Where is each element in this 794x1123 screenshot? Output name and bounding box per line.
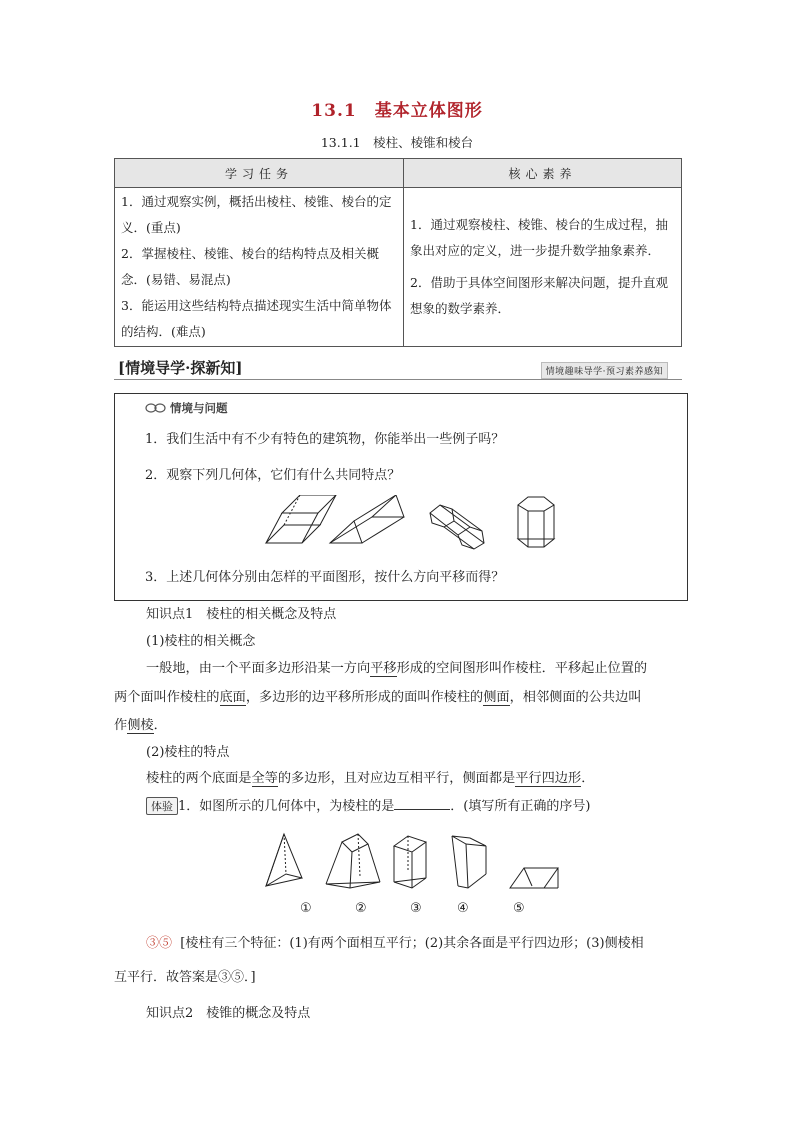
kp1-paragraph-line1 bbox=[146, 657, 647, 676]
task-item: 3．能运用这些结构特点描述现实生活中简单物体的结构．(难点) bbox=[121, 298, 392, 339]
underlined-term: 全等 bbox=[251, 771, 278, 786]
text-run: 棱柱的两个底面是 bbox=[146, 771, 252, 786]
text-run: ，多边形的边平移所形成的面叫作棱柱的 bbox=[245, 690, 484, 705]
tall-prism-solid bbox=[394, 836, 426, 888]
figure-label-4: ④ bbox=[457, 901, 469, 916]
text-run: 一般地，由一个平面多边形沿某一方向 bbox=[146, 661, 371, 676]
oblique-prism-solid bbox=[266, 495, 336, 543]
exercise-badge: 体验 bbox=[146, 797, 178, 815]
scenario-question-1: 1．我们生活中有不少有特色的建筑物，你能举出一些例子吗？ bbox=[145, 432, 505, 447]
text-run: 的多边形，且对应边互相平行，侧面都是 bbox=[277, 771, 516, 786]
literacy-item: 2．借助于具体空间图形来解决问题，提升直观想象的数学素养． bbox=[410, 275, 668, 316]
hexagonal-prism-upright-solid bbox=[518, 497, 554, 547]
task-item: 1．通过观察实例，概括出棱柱、棱锥、棱台的定义．(重点) bbox=[121, 194, 392, 235]
text-run: ． bbox=[153, 718, 167, 733]
answer-blank bbox=[394, 809, 450, 810]
section-title: [情境导学·探新知] bbox=[118, 359, 243, 377]
kp1-sub2: (2)棱柱的特点 bbox=[146, 745, 230, 760]
table-header-literacy: 核心素养 bbox=[404, 159, 682, 188]
kp1-paragraph-features bbox=[146, 767, 594, 786]
table-header-tasks: 学习任务 bbox=[115, 159, 404, 188]
text-run: 作 bbox=[114, 718, 128, 733]
kp2-title: 知识点2 棱锥的概念及特点 bbox=[146, 1006, 311, 1021]
kp1-title: 知识点1 棱柱的相关概念及特点 bbox=[146, 607, 337, 622]
answer-text: ③⑤ bbox=[146, 936, 173, 951]
frustum-solid bbox=[326, 834, 380, 888]
literacy-cell bbox=[404, 188, 682, 347]
underlined-term: 平行四边形 bbox=[515, 771, 582, 786]
page-title: 13.1 基本立体图形 bbox=[311, 101, 483, 121]
section-bar bbox=[114, 357, 682, 380]
explanation-line2: 互平行．故答案是③⑤．] bbox=[114, 970, 256, 985]
scenario-solids-figure bbox=[262, 495, 562, 551]
scenario-heading-text: 情境与问题 bbox=[170, 401, 228, 415]
section-tag: 情境趣味导学·预习素养感知 bbox=[541, 362, 668, 379]
figure-label-2: ② bbox=[355, 901, 367, 916]
explanation-line1: [棱柱有三个特征：(1)有两个面相互平行；(2)其余各面是平行四边形；(3)侧棱相 bbox=[180, 936, 644, 951]
kp1-paragraph-line2 bbox=[114, 686, 642, 705]
triangular-prism-solid bbox=[330, 495, 404, 543]
lying-triangular-prism-solid bbox=[510, 868, 558, 888]
literacy-item: 1．通过观察棱柱、棱锥、棱台的生成过程，抽象出对应的定义，进一步提升数学抽象素养． bbox=[410, 217, 668, 258]
scenario-icon bbox=[145, 403, 167, 413]
pyramid-solid bbox=[266, 834, 302, 886]
kp1-paragraph-line3 bbox=[114, 714, 167, 733]
task-item: 2．掌握棱柱、棱锥、棱台的结构特点及相关概念．(易错、易混点) bbox=[121, 246, 379, 287]
hexagonal-prism-lying-solid bbox=[430, 505, 484, 549]
answer-line1 bbox=[146, 932, 644, 951]
figure-label-3: ③ bbox=[410, 901, 422, 916]
exercise-solids-figure bbox=[262, 832, 562, 892]
learning-task-table bbox=[114, 158, 682, 347]
scenario-question-2: 2．观察下列几何体，它们有什么共同特点？ bbox=[145, 468, 401, 483]
figure-label-1: ① bbox=[300, 901, 312, 916]
text-run: ，相邻侧面的公共边叫 bbox=[509, 690, 642, 705]
scenario-heading bbox=[145, 400, 228, 416]
exercise-question-text: 1．如图所示的几何体中，为棱柱的是 bbox=[178, 799, 395, 814]
page-subtitle: 13.1.1 棱柱、棱锥和棱台 bbox=[320, 135, 474, 150]
text-run: 两个面叫作棱柱的 bbox=[114, 690, 220, 705]
underlined-term: 平移 bbox=[370, 661, 397, 676]
scenario-question-3: 3．上述几何体分别由怎样的平面图形，按什么方向平移而得？ bbox=[145, 570, 505, 585]
text-run: ． bbox=[581, 771, 595, 786]
underlined-term: 侧面 bbox=[483, 690, 510, 705]
exercise-question-hint: ．(填写所有正确的序号) bbox=[450, 799, 591, 814]
kp1-sub1: (1)棱柱的相关概念 bbox=[146, 634, 256, 649]
figure-label-5: ⑤ bbox=[513, 901, 525, 916]
text-run: 形成的空间图形叫作棱柱．平移起止位置的 bbox=[396, 661, 648, 676]
irregular-solid bbox=[452, 836, 486, 888]
underlined-term: 底面 bbox=[219, 690, 246, 705]
underlined-term: 侧棱 bbox=[127, 718, 154, 733]
exercise-question bbox=[146, 795, 590, 815]
tasks-cell bbox=[115, 188, 404, 347]
